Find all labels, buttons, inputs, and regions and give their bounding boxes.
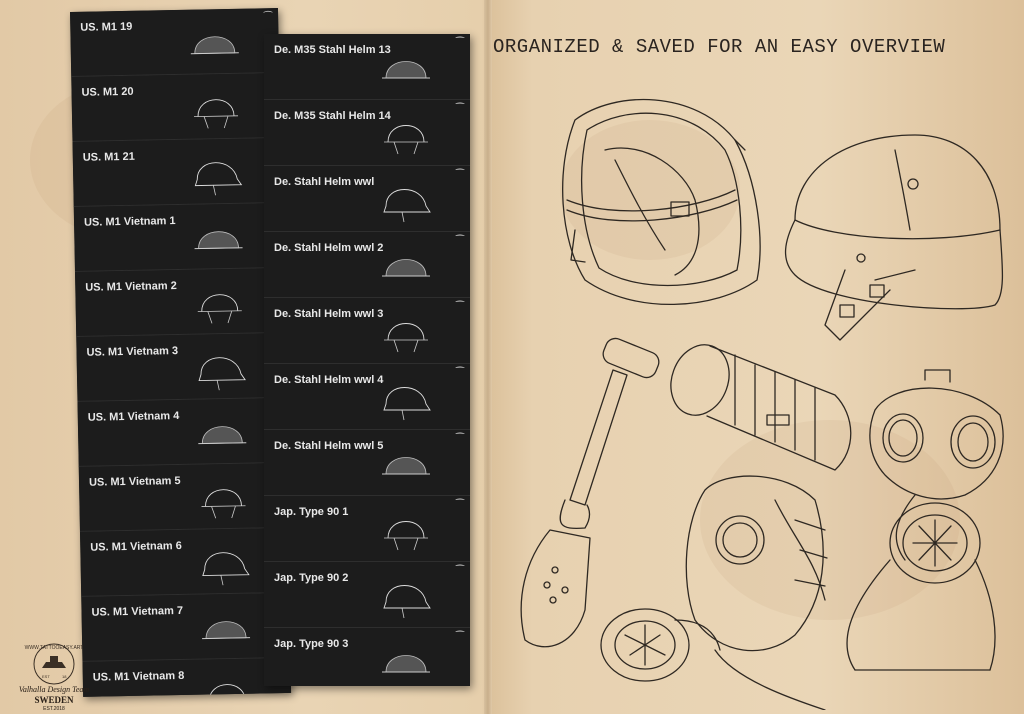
brush-name: US. M1 Vietnam 4 bbox=[87, 409, 180, 424]
brush-library-panel-left bbox=[70, 8, 291, 697]
brush-thumbnail-helmet-icon bbox=[190, 534, 259, 589]
brush-flag-icon: ⁀ bbox=[455, 302, 464, 313]
brush-name: US. M1 Vietnam 2 bbox=[85, 280, 177, 294]
entrenching-shovel-drawing bbox=[521, 335, 662, 646]
brush-name: US. M1 21 bbox=[82, 150, 135, 164]
gas-mask-canister-drawing bbox=[661, 337, 850, 470]
gas-mask-goggle-drawing bbox=[847, 370, 1003, 670]
brush-name: US. M1 Vietnam 7 bbox=[91, 604, 184, 619]
brush-thumbnail-helmet-icon bbox=[372, 106, 440, 160]
brush-library-panel-right bbox=[264, 34, 470, 686]
brush-row[interactable] bbox=[70, 8, 279, 77]
anvil-icon bbox=[42, 656, 66, 668]
brush-thumbnail-helmet-icon bbox=[372, 40, 440, 94]
brush-thumbnail-helmet-icon bbox=[188, 405, 257, 460]
brush-name: Jap. Type 90 3 bbox=[274, 638, 349, 650]
brush-row[interactable] bbox=[264, 298, 470, 364]
logo-country: SWEDEN bbox=[34, 695, 74, 705]
brush-flag-icon: ⁀ bbox=[455, 434, 464, 445]
logo-est-right: 18 bbox=[62, 674, 67, 679]
brush-thumbnail-helmet-icon bbox=[372, 304, 440, 358]
brush-name: Jap. Type 90 1 bbox=[274, 506, 349, 518]
logo-url-text: WWW.TATTOOEASY.ART bbox=[24, 645, 84, 651]
brush-row[interactable] bbox=[264, 100, 470, 166]
brush-flag-icon: ⁀ bbox=[455, 104, 464, 115]
brush-flag-icon: ⁀ bbox=[455, 368, 464, 379]
brush-row[interactable] bbox=[79, 463, 288, 532]
valhalla-design-team-logo bbox=[6, 640, 102, 712]
brush-row[interactable] bbox=[76, 333, 285, 402]
brush-flag-icon: ⁀ bbox=[263, 12, 273, 24]
paper-fold bbox=[484, 0, 492, 714]
line-art-illustrations bbox=[495, 80, 1015, 710]
us-m1-helmet-drawing bbox=[563, 100, 760, 305]
brush-row[interactable] bbox=[75, 268, 284, 337]
brush-name: US. M1 Vietnam 6 bbox=[90, 539, 182, 554]
logo-est: EST.2018 bbox=[43, 706, 65, 712]
brush-name: De. Stahl Helm wwl 5 bbox=[274, 440, 384, 452]
brush-thumbnail-helmet-icon bbox=[372, 172, 440, 226]
brush-row[interactable] bbox=[264, 628, 470, 686]
brush-name: US. M1 Vietnam 5 bbox=[88, 474, 181, 489]
brush-row[interactable] bbox=[264, 364, 470, 430]
brush-row[interactable] bbox=[264, 562, 470, 628]
brush-thumbnail-helmet-icon bbox=[193, 664, 262, 696]
brush-row[interactable] bbox=[82, 658, 291, 697]
brush-row[interactable] bbox=[264, 430, 470, 496]
brush-name: De. Stahl Helm wwl 3 bbox=[274, 308, 384, 320]
german-stahlhelm-drawing bbox=[786, 135, 1003, 340]
brush-name: US. M1 Vietnam 3 bbox=[86, 344, 179, 359]
brush-row[interactable] bbox=[81, 593, 290, 662]
brush-thumbnail-helmet-icon bbox=[372, 370, 440, 424]
brush-thumbnail-helmet-icon bbox=[372, 436, 440, 490]
brush-thumbnail-helmet-icon bbox=[185, 275, 254, 330]
logo-name: Valhalla Design Team bbox=[18, 685, 90, 694]
brush-name: US. M1 19 bbox=[80, 20, 133, 34]
brush-thumbnail-helmet-icon bbox=[180, 15, 249, 70]
brush-row[interactable] bbox=[80, 528, 289, 597]
gas-mask-front-drawing bbox=[601, 476, 827, 710]
brush-flag-icon: ⁀ bbox=[455, 236, 464, 247]
brush-name: De. M35 Stahl Helm 13 bbox=[274, 44, 391, 56]
brush-flag-icon: ⁀ bbox=[455, 632, 464, 643]
brush-thumbnail-helmet-icon bbox=[186, 340, 255, 395]
brush-name: US. M1 20 bbox=[81, 85, 134, 99]
brush-flag-icon: ⁀ bbox=[455, 500, 464, 511]
brush-thumbnail-helmet-icon bbox=[372, 634, 440, 686]
brush-row[interactable] bbox=[71, 73, 280, 142]
brush-thumbnail-helmet-icon bbox=[372, 238, 440, 292]
brush-flag-icon: ⁀ bbox=[455, 38, 464, 49]
brush-thumbnail-helmet-icon bbox=[189, 469, 258, 524]
brush-thumbnail-helmet-icon bbox=[183, 145, 252, 200]
brush-name: US. M1 Vietnam 1 bbox=[83, 215, 176, 229]
brush-row[interactable] bbox=[264, 232, 470, 298]
brush-thumbnail-helmet-icon bbox=[372, 568, 440, 622]
brush-thumbnail-helmet-icon bbox=[181, 80, 250, 135]
brush-row[interactable] bbox=[264, 34, 470, 100]
brush-flag-icon: ⁀ bbox=[455, 170, 464, 181]
brush-name: US. M1 Vietnam 8 bbox=[92, 669, 185, 684]
headline: ORGANIZED & SAVED FOR AN EASY OVERVIEW bbox=[493, 36, 946, 58]
brush-row[interactable] bbox=[264, 496, 470, 562]
brush-name: De. Stahl Helm wwl bbox=[274, 176, 375, 188]
brush-name: De. Stahl Helm wwl 4 bbox=[274, 374, 384, 386]
brush-thumbnail-helmet-icon bbox=[184, 210, 253, 265]
brush-name: De. Stahl Helm wwl 2 bbox=[274, 242, 384, 254]
brush-thumbnail-helmet-icon bbox=[191, 599, 260, 654]
brush-flag-icon: ⁀ bbox=[455, 566, 464, 577]
brush-row[interactable] bbox=[74, 203, 283, 272]
logo-est-left: EST bbox=[42, 674, 50, 679]
brush-name: De. M35 Stahl Helm 14 bbox=[274, 110, 391, 122]
brush-row[interactable] bbox=[77, 398, 286, 467]
brush-row[interactable] bbox=[72, 138, 281, 207]
brush-name: Jap. Type 90 2 bbox=[274, 572, 349, 584]
brush-thumbnail-helmet-icon bbox=[372, 502, 440, 556]
brush-row[interactable] bbox=[264, 166, 470, 232]
